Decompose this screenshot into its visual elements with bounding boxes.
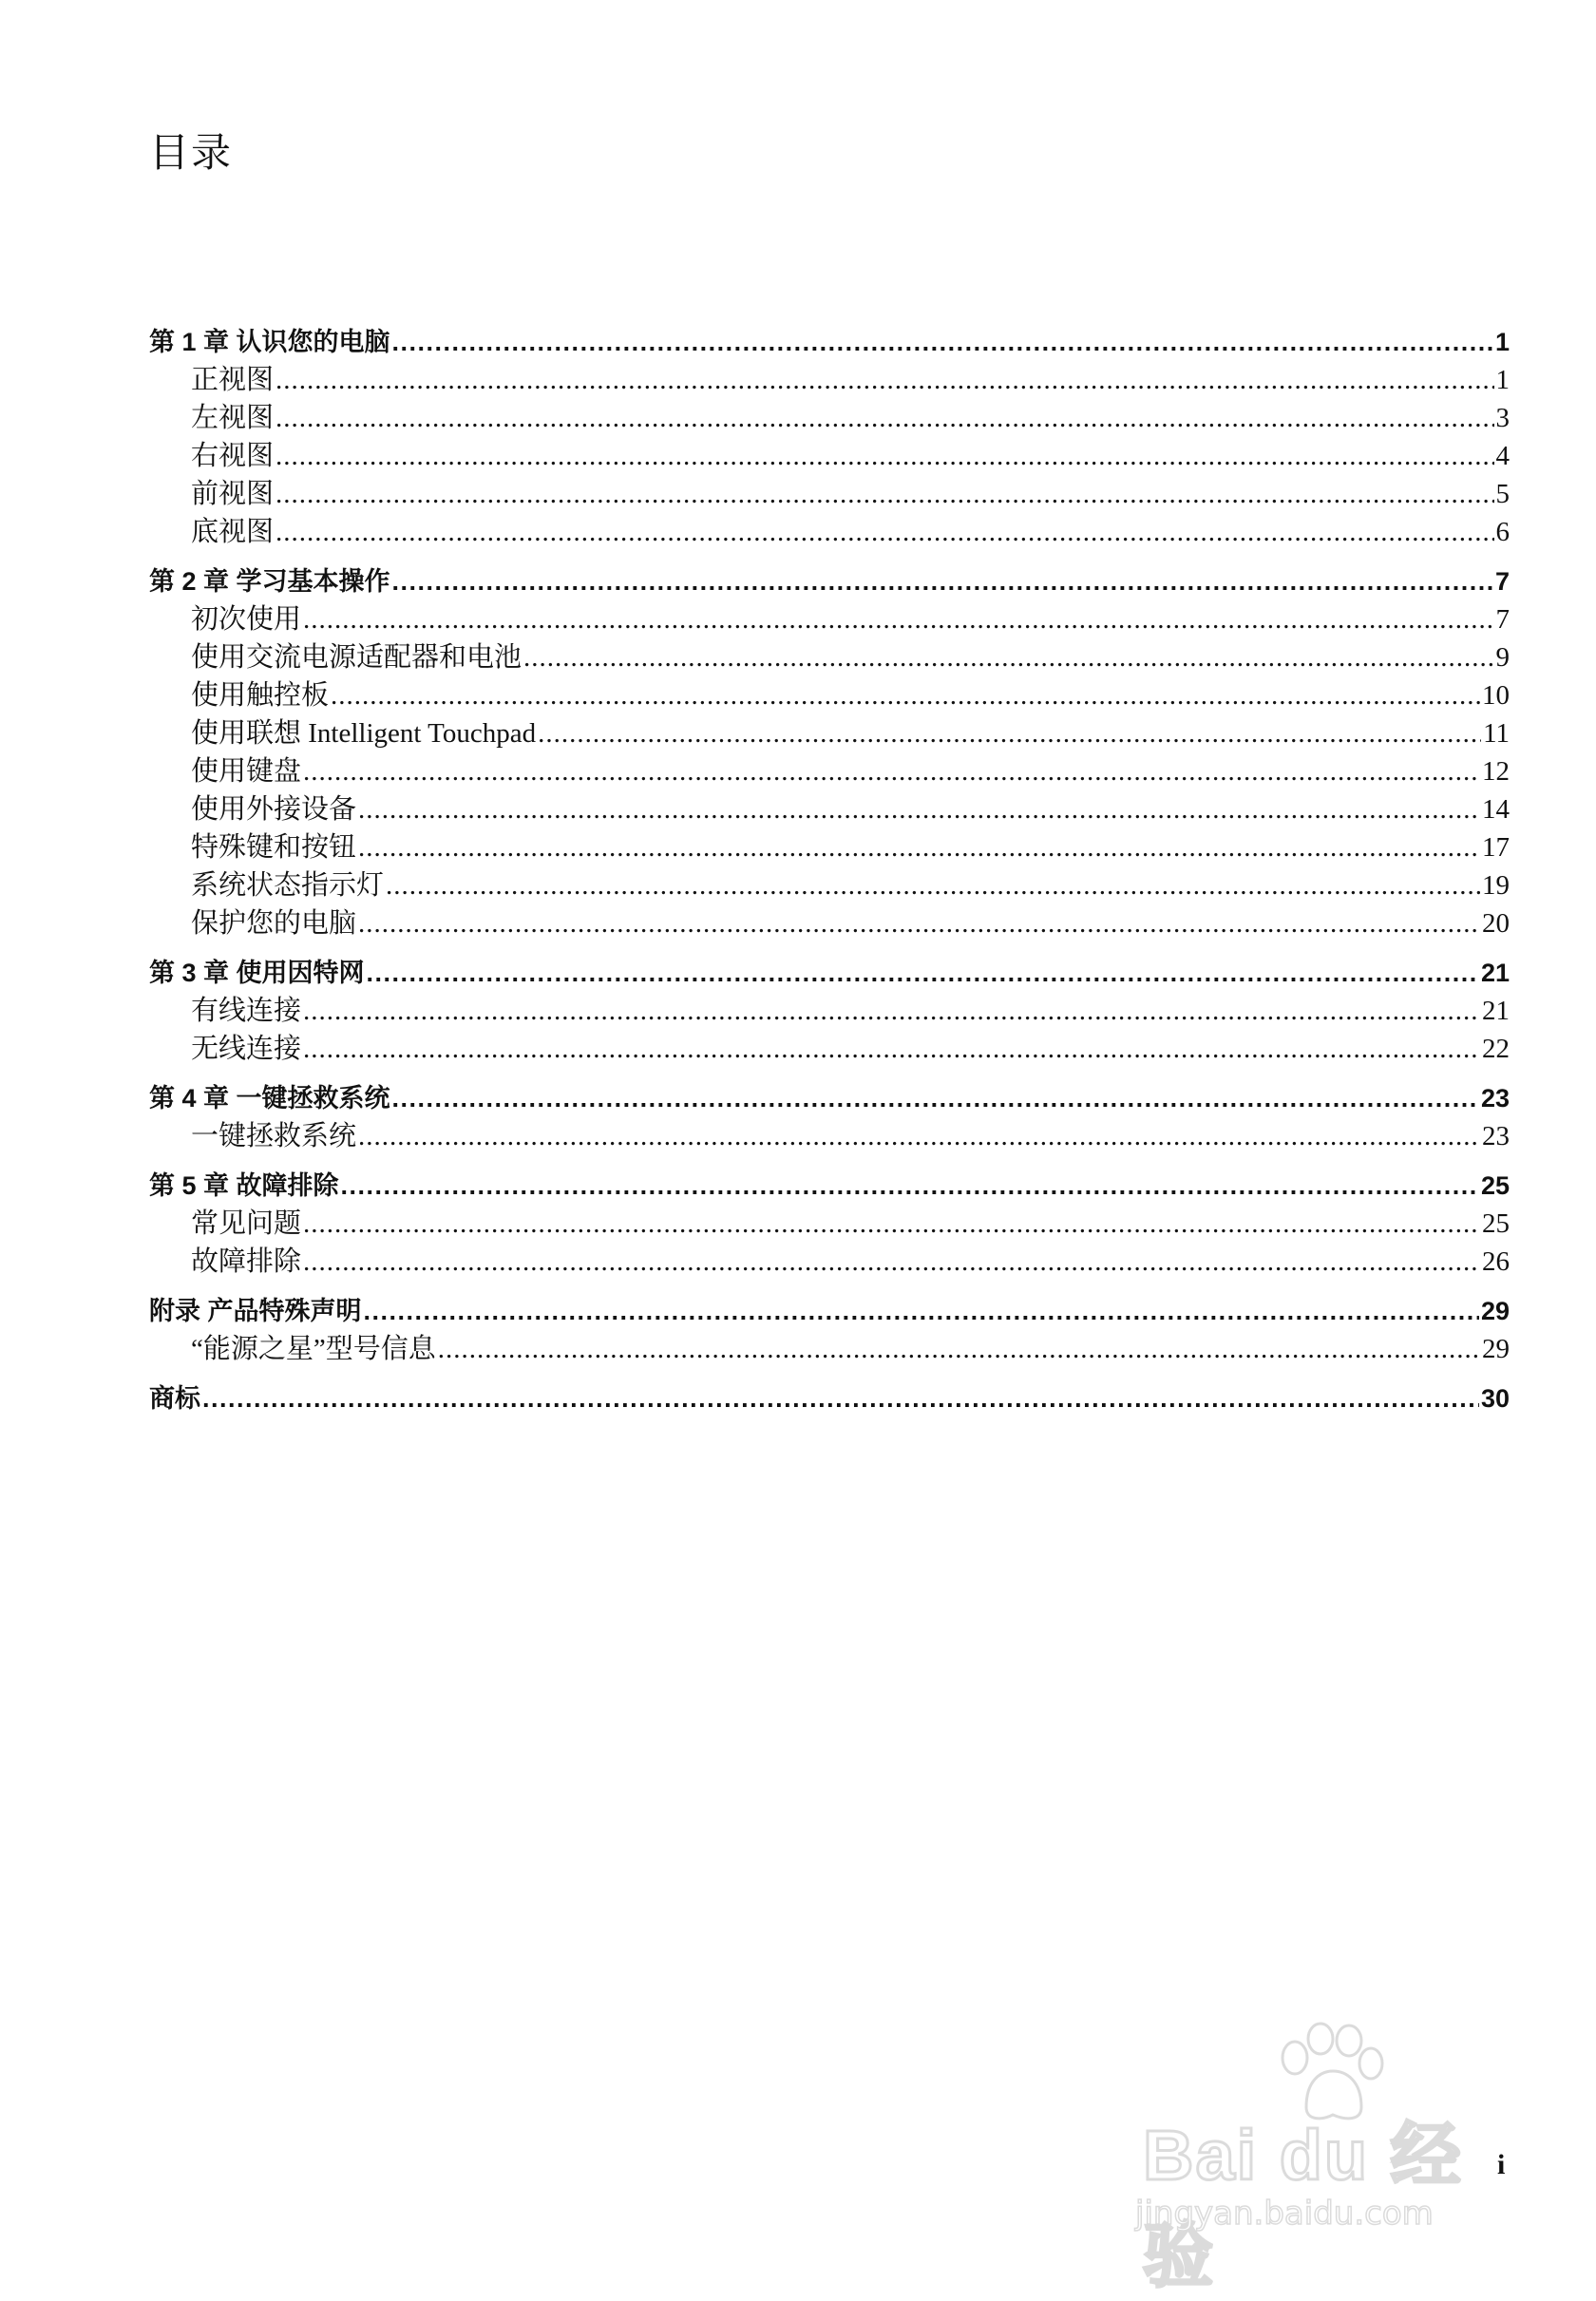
toc-section-entry[interactable]: [149, 399, 1510, 437]
toc-section-entry[interactable]: [149, 600, 1510, 638]
toc-section-entry[interactable]: [149, 790, 1510, 828]
toc-entry-page: 17: [1482, 832, 1510, 863]
toc-entry-title: 使用触控板: [191, 680, 330, 711]
toc-section-entry[interactable]: [149, 1205, 1510, 1243]
toc-dot-leader: [303, 752, 1480, 790]
toc-entry-page: 14: [1482, 794, 1510, 825]
toc-section-entry[interactable]: [149, 752, 1510, 790]
toc-dot-leader: [392, 323, 1493, 361]
toc-entry-title: 前视图: [191, 479, 275, 509]
toc-dot-leader: [358, 1117, 1480, 1155]
toc-chapter-entry[interactable]: [149, 562, 1510, 600]
toc-entry-page: 20: [1482, 908, 1510, 939]
toc-entry-title: 右视图: [191, 441, 275, 471]
toc-section-entry[interactable]: [149, 1330, 1510, 1368]
toc-dot-leader: [202, 1379, 1479, 1417]
toc-section-entry[interactable]: [149, 475, 1510, 513]
toc-chapter-entry[interactable]: [149, 1379, 1510, 1417]
toc-dot-leader: [276, 437, 1493, 475]
toc-dot-leader: [392, 1079, 1479, 1117]
toc-dot-leader: [438, 1330, 1480, 1368]
toc-section-entry[interactable]: [149, 1243, 1510, 1281]
toc-dot-leader: [538, 714, 1481, 752]
toc-section-entry[interactable]: [149, 992, 1510, 1030]
toc-chapter-entry[interactable]: [149, 1292, 1510, 1330]
toc-entry-title: 使用外接设备: [191, 794, 357, 825]
toc-dot-leader: [358, 828, 1480, 866]
toc-entry-title: 故障排除: [191, 1246, 302, 1277]
toc-section-entry[interactable]: [149, 1117, 1510, 1155]
toc-entry-page: 21: [1482, 996, 1510, 1026]
toc-entry-page: 30: [1480, 1384, 1510, 1413]
toc-dot-leader: [386, 866, 1480, 904]
toc-dot-leader: [276, 361, 1493, 399]
toc-entry-title: 第 1 章 认识您的电脑: [149, 328, 390, 356]
toc-entry-title: 第 2 章 学习基本操作: [149, 567, 390, 596]
toc-entry-title: 特殊键和按钮: [191, 832, 357, 863]
toc-entry-page: 11: [1483, 718, 1510, 749]
toc-entry-title: 保护您的电脑: [191, 908, 357, 939]
toc-entry-page: 5: [1495, 479, 1510, 509]
toc-dot-leader: [303, 1243, 1480, 1281]
toc-section-entry[interactable]: [149, 638, 1510, 676]
toc-entry-page: 4: [1495, 441, 1510, 471]
toc-dot-leader: [331, 676, 1480, 714]
toc-entry-title: 正视图: [191, 365, 275, 395]
toc-dot-leader: [276, 475, 1493, 513]
toc-section-entry[interactable]: [149, 513, 1510, 551]
toc-entry-title: 左视图: [191, 403, 275, 433]
toc-dot-leader: [303, 600, 1493, 638]
toc-entry-page: 19: [1482, 870, 1510, 901]
table-of-contents: [149, 323, 1510, 1417]
toc-section-entry[interactable]: [149, 904, 1510, 942]
toc-dot-leader: [523, 638, 1493, 676]
toc-entry-title: 使用键盘: [191, 756, 302, 787]
toc-section-entry[interactable]: [149, 1030, 1510, 1068]
toc-dot-leader: [303, 1030, 1480, 1068]
toc-dot-leader: [367, 954, 1479, 992]
toc-chapter-entry[interactable]: [149, 1167, 1510, 1205]
toc-section-entry[interactable]: [149, 437, 1510, 475]
toc-dot-leader: [341, 1167, 1479, 1205]
toc-entry-page: 1: [1495, 365, 1510, 395]
toc-chapter-entry[interactable]: [149, 1079, 1510, 1117]
toc-entry-page: 1: [1494, 328, 1510, 356]
toc-entry-page: 23: [1480, 1084, 1510, 1112]
toc-entry-page: 9: [1495, 642, 1510, 673]
toc-entry-title: 第 4 章 一键拯救系统: [149, 1084, 390, 1112]
watermark-logo-text: Bai du 经验: [1143, 2116, 1463, 2295]
toc-section-entry[interactable]: [149, 361, 1510, 399]
toc-chapter-entry[interactable]: [149, 323, 1510, 361]
toc-section-entry[interactable]: [149, 676, 1510, 714]
baidu-jingyan-watermark: [1135, 2014, 1506, 2295]
toc-entry-page: 12: [1482, 756, 1510, 787]
toc-dot-leader: [276, 513, 1493, 551]
toc-entry-title: 无线连接: [191, 1034, 302, 1064]
toc-entry-page: 6: [1495, 517, 1510, 547]
toc-entry-page: 25: [1480, 1171, 1510, 1200]
toc-entry-title: 第 5 章 故障排除: [149, 1171, 339, 1200]
toc-entry-title: 第 3 章 使用因特网: [149, 959, 365, 987]
toc-dot-leader: [303, 1205, 1480, 1243]
toc-entry-page: 7: [1495, 604, 1510, 635]
toc-entry-page: 26: [1482, 1246, 1510, 1277]
toc-entry-page: 21: [1480, 959, 1510, 987]
page-title: 目录: [149, 129, 234, 176]
toc-entry-title: 商标: [149, 1384, 200, 1413]
page-number: i: [1497, 2149, 1506, 2180]
toc-entry-title: 使用联想 Intelligent Touchpad: [191, 718, 537, 749]
toc-entry-title: 使用交流电源适配器和电池: [191, 642, 522, 673]
toc-entry-page: 23: [1482, 1121, 1510, 1151]
toc-dot-leader: [276, 399, 1493, 437]
toc-entry-title: 初次使用: [191, 604, 302, 635]
toc-entry-page: 10: [1482, 680, 1510, 711]
toc-entry-page: 22: [1482, 1034, 1510, 1064]
toc-entry-page: 29: [1480, 1297, 1510, 1325]
toc-dot-leader: [303, 992, 1480, 1030]
toc-entry-title: 系统状态指示灯: [191, 870, 385, 901]
toc-dot-leader: [364, 1292, 1479, 1330]
toc-entry-page: 29: [1482, 1334, 1510, 1364]
toc-entry-title: 底视图: [191, 517, 275, 547]
toc-entry-page: 3: [1495, 403, 1510, 433]
toc-entry-page: 25: [1482, 1208, 1510, 1239]
toc-dot-leader: [392, 562, 1493, 600]
toc-entry-title: 附录 产品特殊声明: [149, 1297, 362, 1325]
toc-entry-title: 有线连接: [191, 996, 302, 1026]
toc-entry-page: 7: [1494, 567, 1510, 596]
toc-dot-leader: [358, 790, 1480, 828]
toc-entry-title: 常见问题: [191, 1208, 302, 1239]
toc-section-entry[interactable]: [149, 866, 1510, 904]
toc-chapter-entry[interactable]: [149, 954, 1510, 992]
toc-section-entry[interactable]: [149, 714, 1510, 752]
watermark-url-text: jingyan.baidu.com: [1135, 2195, 1434, 2233]
toc-section-entry[interactable]: [149, 828, 1510, 866]
toc-entry-title: “能源之星”型号信息: [191, 1334, 436, 1364]
toc-entry-title: 一键拯救系统: [191, 1121, 357, 1151]
toc-dot-leader: [358, 904, 1480, 942]
